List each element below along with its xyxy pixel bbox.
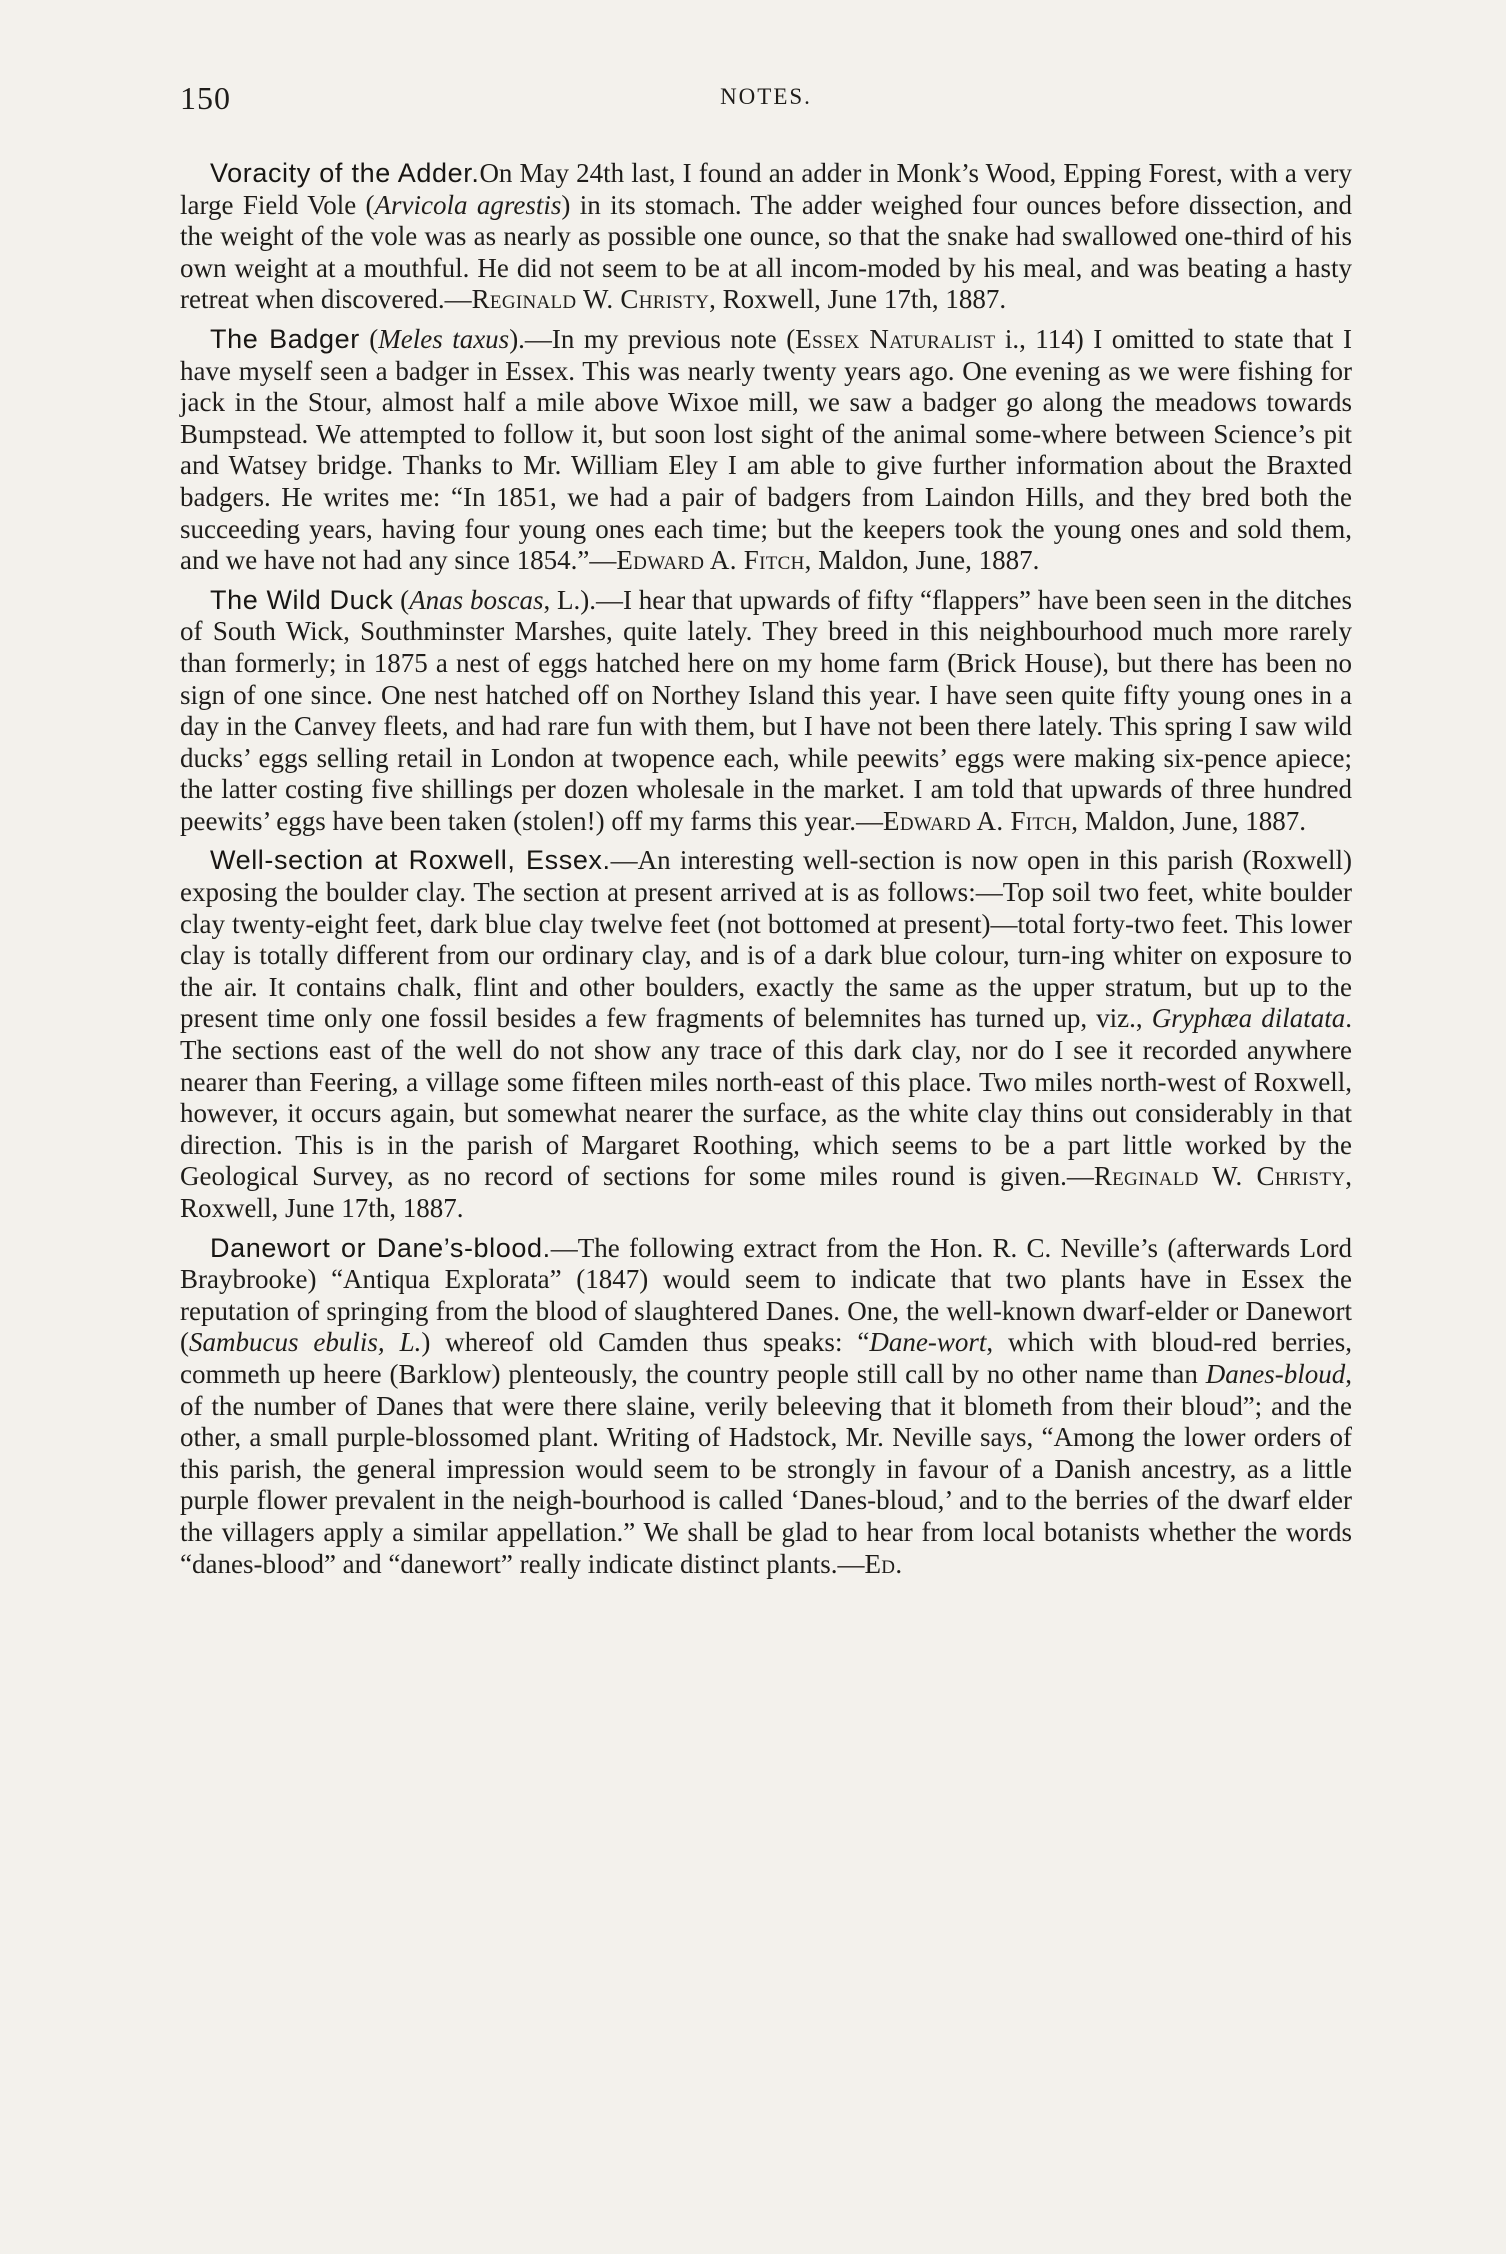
- text-run: —An interesting well-section is now open in this parish (Roxwell) exposing the boulder clay. The section at present arrived at is as follows:—Top soil two feet, white boulder clay twenty-eight feet, dark blue clay twelve feet (not bottomed at present)—total forty-two feet. This lower clay is totally different from our ordinary clay, and is of a dark blue colour, turn-ing whiter on exposure to the air. It contains chalk, flint and other boulders, exactly the same as the upper stratum, but up to the present time only one fossil besides a few fragments of belemnites has turned up, viz.,: [180, 845, 1352, 1034]
- text-run: .: [895, 1548, 903, 1579]
- small-caps-run: Ed: [864, 1548, 896, 1579]
- italic-run: Danes-bloud: [1205, 1358, 1346, 1389]
- text-run: ) in its stomach. The adder weighed four ounces before dissection, and the weight of the vole was as nearly as possible one ounce, so that the snake had swallowed one-third of his own weight at a mouthful. He did not seem to be at all incom-moded by his meal, and was beating a hasty retreat when discovered.—: [180, 189, 1352, 315]
- page-number: 150: [180, 80, 231, 116]
- italic-run: Arvicola agrestis: [374, 189, 562, 220]
- italic-run: Dane-wort: [869, 1327, 987, 1358]
- note-title: The Wild Duck: [210, 584, 394, 615]
- text-run: , Roxwell, June 17th, 1887.: [709, 284, 1007, 315]
- small-caps-run: Reginald W. Christy: [1093, 1161, 1346, 1192]
- page-header: [180, 80, 1352, 120]
- text-run: ).—In my previous note (: [509, 323, 796, 354]
- text-run: ) whereof old Camden thus speaks: “: [421, 1327, 870, 1358]
- text-run: i., 114) I omitted to state that I have myself seen a badger in Essex. This was nearly twenty years ago. One evening as we were fishing for jack in the Stour, almost half a mile above Wixoe mill, we saw a badger go along the meadows towards Bumpstead. We attempted to follow it, but soon lost sight of the animal some-where between Science’s pit and Watsey bridge. Thanks to Mr. William Eley I am able to give further information about the Braxted badgers. He writes me: “In 1851, we had a pair of badgers from Laindon Hills, and they bred both the succeeding years, having four young ones each time; but the keepers took the young ones and sold them, and we have not had any since 1854.”—: [180, 323, 1352, 576]
- note-adder: [180, 158, 1352, 316]
- text-run: , Maldon, June, 1887.: [804, 545, 1040, 576]
- text-run: —The following extract from the Hon. R. C. Neville’s (afterwards Lord Braybrooke) “Antiqua Explorata” (1847) would seem to indicate that two plants have in Essex the reputation of springing from the blood of slaughtered Danes. One, the well-known dwarf-elder or Danewort (: [180, 1232, 1352, 1358]
- small-caps-run: Edward A. Fitch: [883, 805, 1072, 836]
- text-run: . The sections east of the well do not show any trace of this dark clay, nor do I see it recorded anywhere nearer than Feering, a village some fifteen miles north-east of this place. Two miles north-west of Roxwell, however, it occurs again, but somewhat nearer the surface, as the white clay thins out considerably in that direction. This is in the parish of Margaret Roothing, which seems to be a part little worked by the Geological Survey, as no record of sections for some miles round is given.—: [180, 1003, 1352, 1192]
- note-title: Danewort or Dane’s-blood.: [210, 1232, 551, 1263]
- text-run: , Maldon, June, 1887.: [1071, 805, 1307, 836]
- note-title: Voracity of the Adder.: [210, 158, 480, 188]
- small-caps-run: Edward A. Fitch: [616, 545, 805, 576]
- note-title: Well-section at Roxwell, Essex.: [210, 845, 611, 876]
- small-caps-run: Essex Naturalist: [795, 323, 996, 354]
- note-wild-duck: [180, 585, 1352, 838]
- running-title: NOTES.: [720, 84, 812, 109]
- italic-run: Sambucus ebulis, L.: [189, 1327, 422, 1358]
- text-run: , of the number of Danes that were there slaine, verily beleeving that it blometh from their bloud”; and the other, a small purple-blossomed plant. Writing of Hadstock, Mr. Neville says, “Among the lower orders of this parish, the general impression would seem to be strongly in favour of a Danish ancestry, as a little purple flower prevalent in the neigh-bourhood is called ‘Danes-bloud,’ and to the berries of the dwarf elder the villagers apply a similar appellation.” We shall be glad to hear from local botanists whether the words “danes-blood” and “danewort” really indicate distinct plants.—: [180, 1358, 1352, 1579]
- note-badger: [180, 324, 1352, 577]
- text-run: , L.).—I hear that upwards of fifty “flappers” have been seen in the ditches of South Wick, Southminster Marshes, quite lately. They breed in this neighbourhood much more rarely than formerly; in 1875 a nest of eggs hatched here on my home farm (Brick House), but there has been no sign of one since. One nest hatched off on Northey Island this year. I have seen quite fifty young ones in a day in the Canvey fleets, and had rare fun with them, but I have not been there lately. This spring I saw wild ducks’ eggs selling retail in London at twopence each, while peewits’ eggs were making six-pence apiece; the latter costing five shillings per dozen wholesale in the market. I am told that upwards of three hundred peewits’ eggs have been taken (stolen!) off my farms this year.—: [180, 584, 1353, 836]
- text-run: On May 24th last, I found an adder in Monk’s Wood, Epping Forest, with a very large Field Vole (: [180, 158, 1352, 220]
- note-title: The Badger: [210, 323, 360, 354]
- note-danewort: [180, 1233, 1352, 1581]
- italic-run: Gryphæa dilatata: [1151, 1003, 1346, 1034]
- text-run: (: [359, 323, 379, 354]
- note-text: [180, 845, 1352, 1223]
- notes-body: [180, 158, 1352, 1588]
- italic-run: Anas boscas: [409, 584, 544, 615]
- italic-run: Meles taxus: [378, 323, 510, 354]
- text-run: , which with bloud-red berries, commeth up heere (Barklow) plenteously, the country people still call by no other name than: [180, 1327, 1352, 1389]
- note-text: [180, 1233, 1352, 1579]
- text-run: (: [393, 584, 410, 615]
- small-caps-run: Reginald W. Christy: [471, 284, 710, 315]
- note-text: [180, 585, 1352, 836]
- note-text: [180, 324, 1352, 575]
- text-run: , Roxwell, June 17th, 1887.: [180, 1161, 1352, 1223]
- note-well-section: [180, 845, 1352, 1224]
